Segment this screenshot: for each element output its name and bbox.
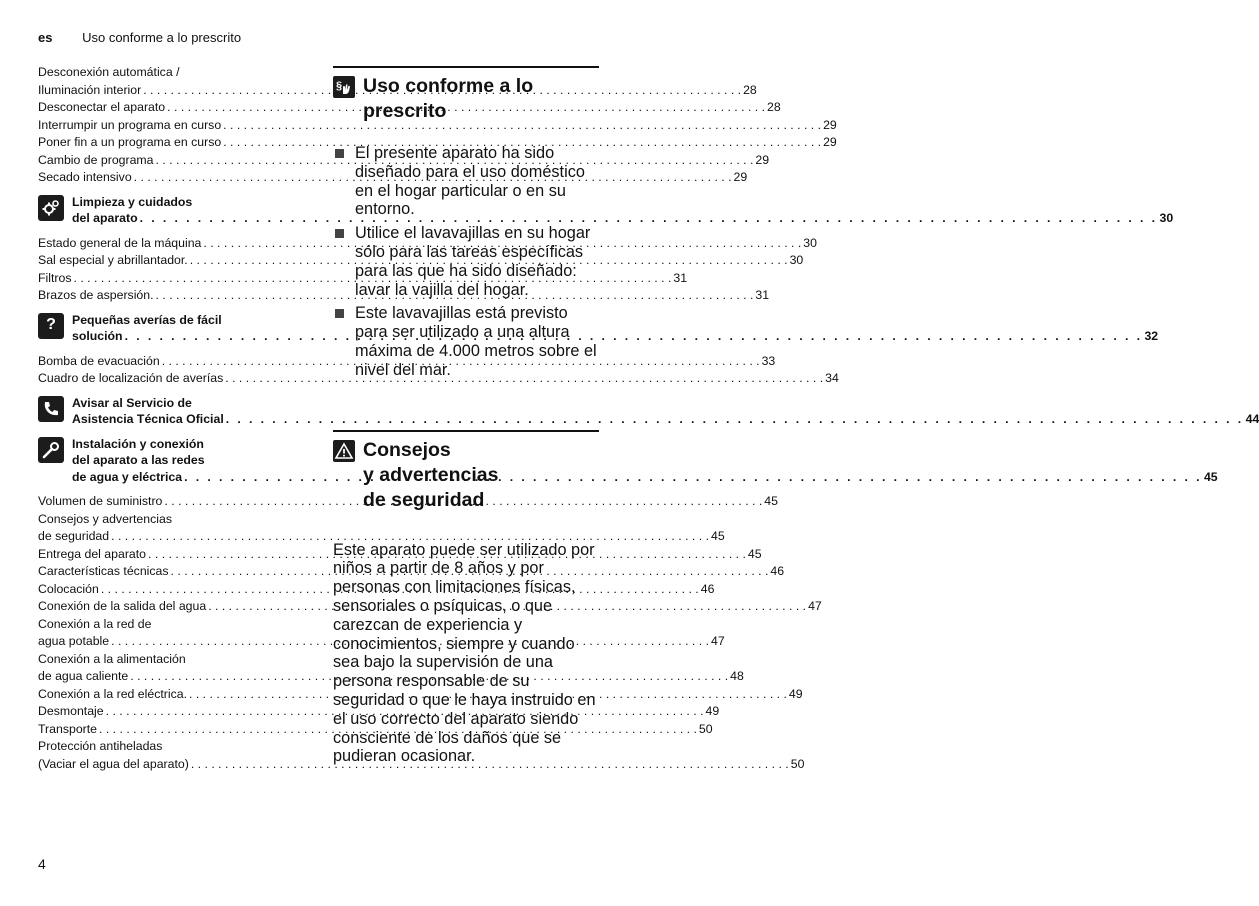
toc-entry-page: 28	[743, 82, 757, 97]
toc-entry-label: (Vaciar el agua del aparato)	[38, 756, 189, 771]
safety-heading	[333, 438, 599, 513]
toc-entry-page: 49	[705, 704, 720, 718]
toc-entry-label: de agua caliente	[38, 669, 129, 683]
toc-section-line1: Pequeñas averías de fácil	[72, 312, 222, 327]
toc-entry[interactable]	[38, 511, 725, 546]
toc-section-page: 30	[1159, 211, 1174, 225]
toc-entry[interactable]	[38, 616, 725, 651]
safety-paragraph: Este aparato puede ser utilizado por niños a partir de 8 años y por personas con limitaciones físicas, sensoriales o psíquicas, o que carezcan de experiencia y conocimientos, siempre y cuando sea bajo la supervisión de una persona responsable de su seguridad o que le haya instruido en el uso correcto del aparato siendo consciente de los daños que se pudieran ocasionar.	[333, 540, 596, 766]
toc-entry-label: Interrumpir un programa en curso	[38, 117, 222, 132]
toc-entry[interactable]	[38, 169, 748, 187]
toc-section-cleaning[interactable]	[38, 194, 1174, 227]
toc-entry-page: 47	[808, 599, 822, 613]
toc-entry-page: 29	[823, 135, 837, 149]
toc-entry[interactable]	[38, 546, 762, 564]
toc-section-label: del aparato	[72, 211, 138, 225]
toc-entry[interactable]	[38, 738, 805, 773]
toc-entry-label: Cambio de programa	[38, 152, 154, 167]
toc-entry-page: 45	[747, 546, 762, 561]
toc-entry[interactable]	[38, 134, 837, 152]
toc-entry-line1: Consejos y advertencias	[38, 511, 172, 526]
toc-entry[interactable]	[38, 721, 713, 739]
toc-entry-line1: Desconexión automática /	[38, 65, 180, 79]
bullet-text: Utilice el lavavajillas en su hogar sólo para las tareas específicas para las que ha sido diseñado: lavar la vajilla del hogar.	[355, 224, 591, 299]
usage-bullet-list	[333, 144, 599, 380]
toc-entry[interactable]	[38, 581, 715, 599]
toc-entry-label: Secado intensivo	[38, 170, 132, 184]
usage-section	[333, 66, 599, 380]
toc-entry-line1: Conexión a la red de	[38, 616, 152, 631]
toc-section-label: solución	[72, 329, 123, 343]
toc-section-page: 45	[1203, 469, 1218, 484]
toc-entry[interactable]	[38, 353, 776, 371]
question-icon: ?	[38, 313, 64, 339]
header-title: Uso conforme a lo prescrito	[82, 30, 242, 45]
toc-entry[interactable]	[38, 270, 688, 288]
toc-entry-page: 45	[764, 494, 778, 508]
section-rule	[333, 430, 599, 432]
toc-entry-line1: Protección antiheladas	[38, 739, 163, 753]
toc-entry-label: Conexión a la red eléctrica.	[38, 686, 188, 701]
toc-entry-page: 45	[711, 529, 725, 543]
toc-section-faults[interactable]	[38, 312, 1159, 345]
toc-section-page: 44	[1245, 412, 1259, 426]
toc-entry-label: Poner fin a un programa en curso	[38, 135, 222, 149]
safety-heading-line2: y advertencias	[363, 463, 499, 486]
phone-icon	[38, 396, 64, 422]
toc-entry-label: Conexión de la salida del agua	[38, 599, 207, 613]
toc-entry[interactable]	[38, 651, 744, 686]
bullet-text: El presente aparato ha sido diseñado para el uso doméstico en el hogar particular o en su entorno.	[355, 144, 585, 219]
toc-group-3	[38, 353, 839, 388]
page-number: 4	[38, 856, 46, 872]
toc-section-line1: Avisar al Servicio de	[72, 395, 192, 410]
section-rule	[333, 66, 599, 68]
usage-heading-line1: Uso conforme a lo	[363, 75, 534, 97]
toc-entry-label: agua potable	[38, 634, 110, 648]
toc-section-label: de agua y eléctrica	[72, 469, 183, 484]
toc-entry-label: Sal especial y abrillantador.	[38, 253, 188, 267]
toc-entry[interactable]	[38, 252, 804, 270]
toc-entry-label: Estado general de la máquina	[38, 235, 202, 250]
toc-entry-page: 46	[770, 564, 785, 578]
toc-entry[interactable]	[38, 686, 803, 704]
toc-entry-label: Bomba de evacuación	[38, 353, 160, 368]
toc-entry-label: Volumen de suministro	[38, 494, 163, 508]
toc-entry[interactable]	[38, 117, 837, 135]
safety-section	[333, 430, 599, 767]
toc-entry-label: de seguridad	[38, 529, 110, 543]
list-item	[333, 224, 599, 299]
toc-section-line1: Instalación y conexión	[72, 436, 204, 451]
toc-entry-page: 33	[761, 353, 776, 368]
toc-entry-page: 50	[790, 756, 805, 771]
toc-section-line2: del aparato a las redes	[72, 453, 205, 467]
bullet-square-icon	[335, 309, 344, 318]
toc-entry-label: Características técnicas	[38, 564, 169, 578]
toc-entry-page: 30	[789, 253, 804, 267]
toc-entry-page: 46	[700, 581, 715, 596]
list-item	[333, 304, 599, 379]
toc-entry-page: 29	[733, 170, 748, 184]
toc-entry-page: 29	[823, 117, 837, 132]
toc-entry-label: Iluminación interior	[38, 82, 142, 97]
usage-heading-line2: prescrito	[363, 100, 447, 122]
toc-entry[interactable]	[38, 152, 770, 170]
toc-entry-page: 47	[711, 634, 725, 648]
svg-text:§: §	[336, 80, 343, 92]
toc-entry-label: Cuadro de localización de averías	[38, 371, 224, 385]
toc-entry-page: 50	[698, 721, 713, 736]
toc-entry-page: 48	[730, 669, 744, 683]
toc-entry-label: Desconectar el aparato	[38, 100, 166, 114]
toc-section-label: Asistencia Técnica Oficial	[72, 412, 224, 426]
toc-entry-label: Brazos de aspersión.	[38, 288, 154, 302]
toc-entry[interactable]	[38, 598, 822, 616]
usage-heading	[333, 74, 599, 124]
toc-entry[interactable]	[38, 370, 839, 388]
list-item	[333, 144, 599, 219]
toc-entry-page: 30	[803, 235, 817, 250]
warning-triangle-icon	[333, 440, 355, 462]
section-hand-icon	[333, 76, 355, 98]
main-content	[333, 66, 599, 766]
bullet-text: Este lavavajillas está previsto para ser utilizado a una altura máxima de 4.000 metros sobre el nivel del mar.	[355, 304, 597, 379]
toc-entry[interactable]	[38, 703, 720, 721]
safety-heading-line3: de seguridad	[363, 488, 485, 511]
gears-icon	[38, 195, 64, 221]
toc-entry-page: 31	[755, 288, 770, 302]
language-code: es	[38, 30, 53, 45]
toc-entry-page: 29	[755, 152, 770, 167]
safety-heading-line1: Consejos	[363, 438, 451, 461]
toc-entry-page: 49	[788, 686, 803, 701]
page-header	[38, 30, 241, 45]
toc-entry-label: Entrega del aparato	[38, 546, 147, 561]
wrench-icon	[38, 437, 64, 463]
toc-entry-line1: Conexión a la alimentación	[38, 651, 186, 666]
bullet-square-icon	[335, 229, 344, 238]
toc-entry[interactable]	[38, 287, 770, 305]
bullet-square-icon	[335, 149, 344, 158]
toc-entry[interactable]	[38, 235, 817, 253]
toc-entry-page: 34	[825, 371, 839, 385]
toc-entry-label: Colocación	[38, 581, 99, 596]
toc-section-line1: Limpieza y cuidados	[72, 194, 193, 209]
toc-entry-page: 31	[673, 270, 688, 285]
toc-section-service[interactable]	[38, 395, 1259, 428]
toc-entry-page: 28	[767, 100, 781, 114]
toc-entry-label: Transporte	[38, 721, 98, 736]
toc-section-page: 32	[1144, 329, 1159, 343]
toc-entry-label: Filtros	[38, 270, 72, 285]
toc-entry-label: Desmontaje	[38, 704, 104, 718]
toc-entry[interactable]	[38, 563, 785, 581]
